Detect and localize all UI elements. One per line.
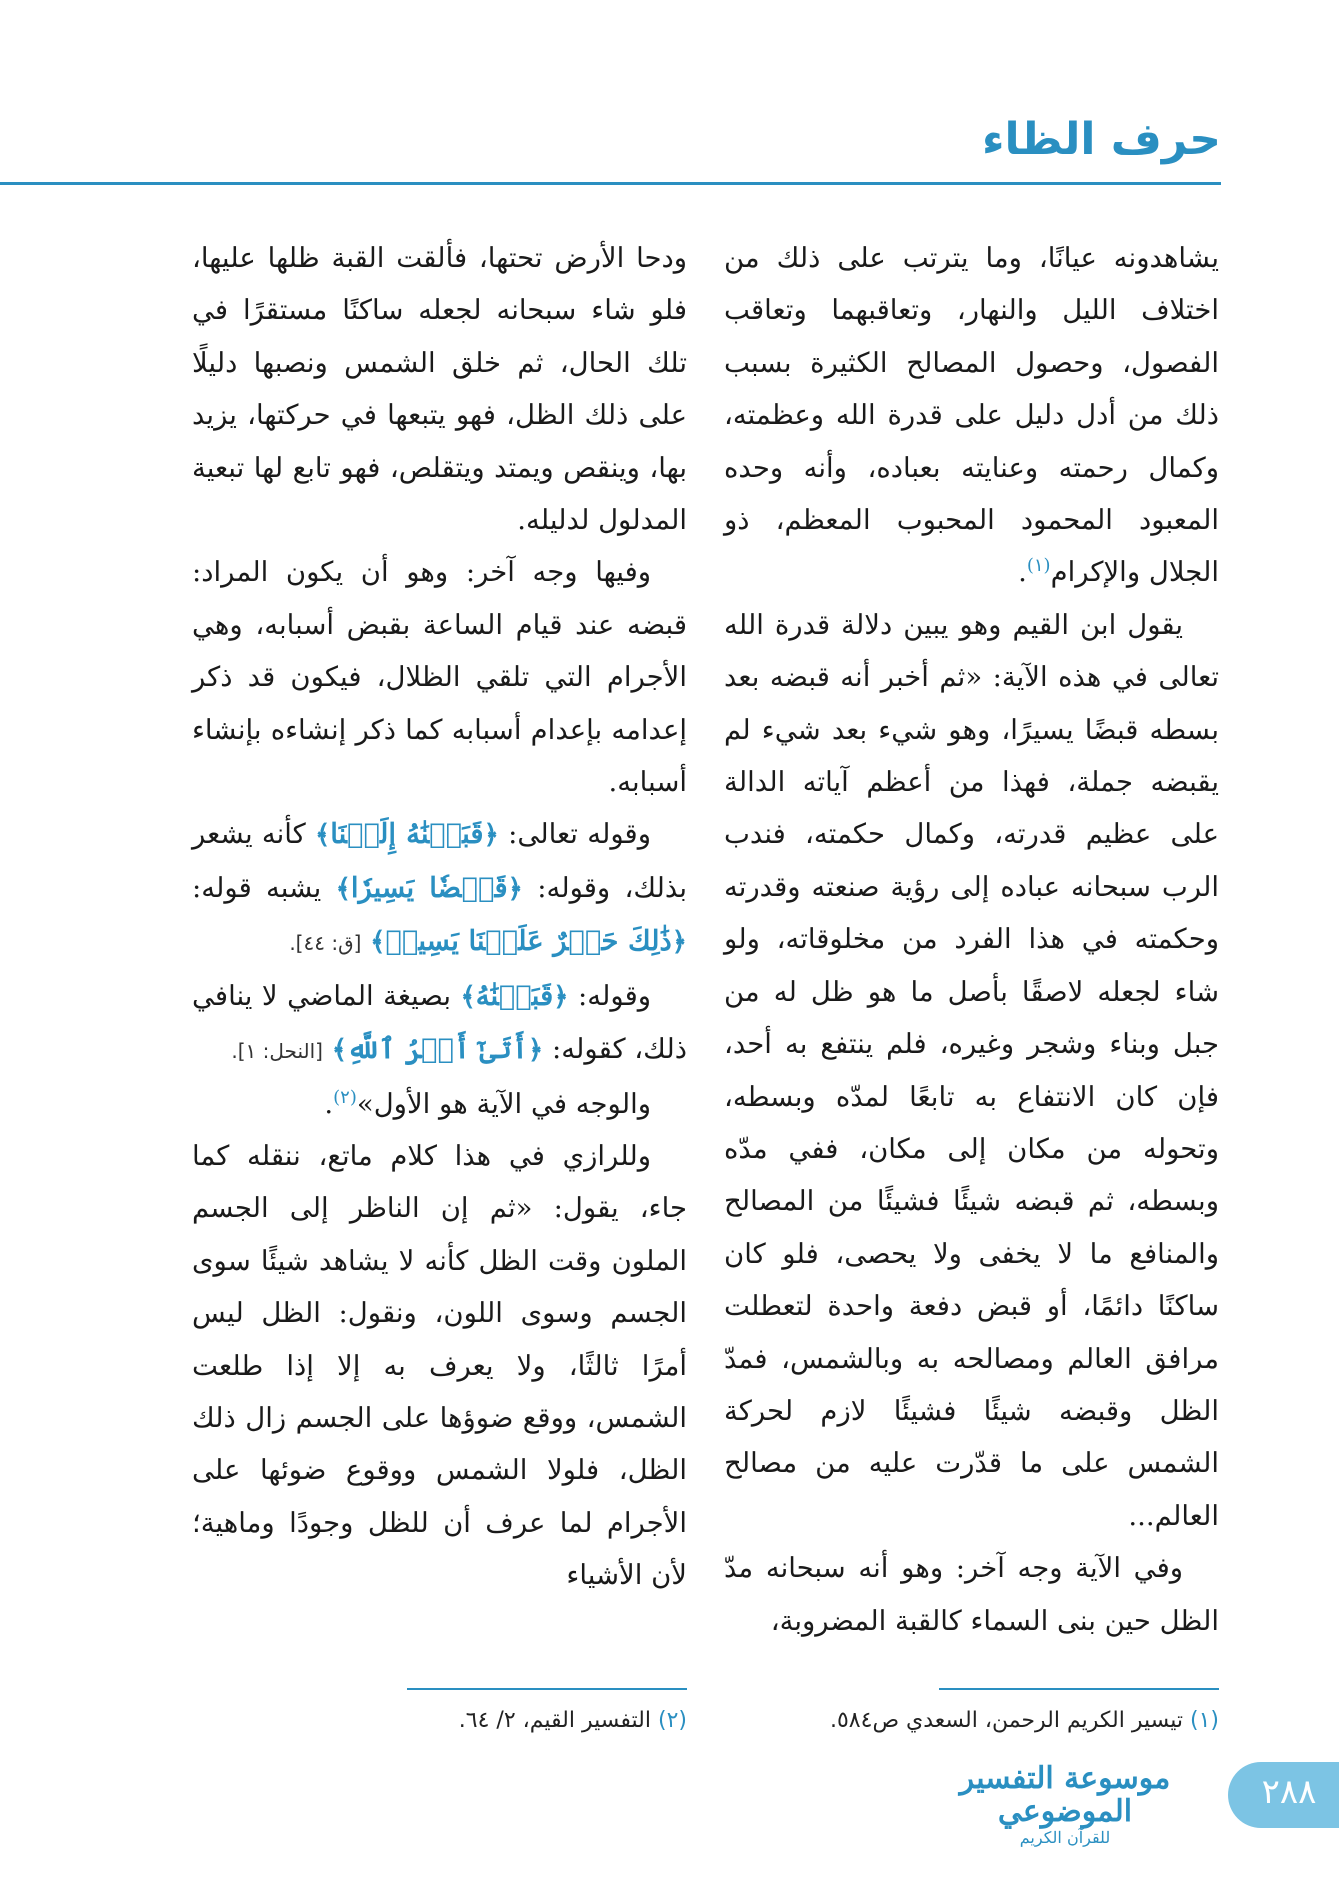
- footnote-text: التفسير القيم، ٢/ ٦٤.: [458, 1708, 651, 1733]
- footnote-rule: [939, 1688, 1219, 1690]
- footnote-ref[interactable]: (٢): [333, 1086, 357, 1108]
- paragraph-text: يشاهدونه عيانًا، وما يترتب على ذلك من اختلاف الليل والنهار، وتعاقبهما وتعاقب الفصول، وحصول المصالح الكثيرة بسبب ذلك من أدل دليل على قدرة الله وعظمته، وكمال رحمته وعنايته بعباده، وأنه وحده المعبود المحمود المحبوب المعظم، ذو الجلال والإكرام: [724, 242, 1219, 589]
- surah-reference: [النحل: ١].: [231, 1039, 323, 1064]
- ayah-text: قَبَضۡنَٰهُ: [475, 979, 554, 1012]
- ayah-quote: [336, 872, 523, 904]
- ayah-open-ornament: ﴿: [527, 1035, 544, 1066]
- paragraph: وفي الآية وجه آخر: وهو أنه سبحانه مدّ الظل حين بنى السماء كالقبة المضروبة،: [724, 1552, 1219, 1637]
- paragraph: وفيها وجه آخر: وهو أن يكون المراد: قبضه عند قيام الساعة بقبض أسبابه، وهي الأجرام التي تلقي الظلال، فيكون قد ذكر إعدامه بإعدام أسبابه كما ذكر إنشاءه بإنشاء أسبابه.: [192, 556, 687, 799]
- paragraph: يقول ابن القيم وهو يبين دلالة قدرة الله تعالى في هذه الآية: «ثم أخبر أنه قبضه بعد بسطه قبضًا يسيرًا، وهو شيء بعد شيء لم يقبضه جملة، فهذا من أعظم آياته الدالة على عظيم قدرته، وكمال حكمته، فندب الرب سبحانه عباده إلى رؤية صنعته وقدرته وحكمته في هذا الفرد من مخلوقاته، ولو شاء لجعله لاصقًا بأصل ما هو ظل له من جبل وبناء وشجر وغيره، فلم ينتفع به أحد، فإن كان الانتفاع به تابعًا لمدّه وبسطه، وتحوله من مكان إلى مكان، ففي مدّه وبسطه، ثم قبضه شيئًا فشيئًا من المصالح والمنافع ما لا يخفى ولا يحصى، فلو كان ساكنًا دائمًا، أو قبض دفعة واحدة لتعطلت مرافق العالم ومصالحه به وبالشمس، فمدّ الظل وقبضه شيئًا فشيئًا لازم لحركة الشمس على ما قدّرت عليه من مصالح العالم...: [724, 608, 1219, 1532]
- ayah-open-ornament: ﴿: [483, 820, 499, 851]
- ayah-text: أَتَىٰٓ أَمۡرُ ٱللَّهِ: [346, 1033, 528, 1066]
- paragraph-tail: .: [324, 1087, 334, 1120]
- ayah-open-ornament: ﴿: [553, 981, 569, 1012]
- paragraph: ودحا الأرض تحتها، فألقت القبة ظلها عليها، فلو شاء سبحانه لجعله ساكنًا مستقرًا في تلك الحال، ثم خلق الشمس ونصبها دليلًا على ذلك الظل، فهو يتبعها في حركتها، يزيد بها، وينقص ويمتد ويتقلص، فهو تابع لها تبعية المدلول لدليله.: [192, 242, 687, 537]
- ayah-text: ذَٰلِكَ حَشۡرٌ عَلَيۡنَا يَسِيرٞ: [385, 925, 672, 958]
- chapter-title: حرف الظاء: [982, 114, 1221, 165]
- right-column: [724, 232, 1219, 1647]
- surah-reference: [ق: ٤٤].: [289, 931, 362, 956]
- ayah-quote: [315, 818, 499, 850]
- footnote-number: (١): [1189, 1708, 1219, 1733]
- paragraph-text: والوجه في الآية هو الأول»: [356, 1087, 651, 1120]
- paragraph: [192, 1078, 687, 1130]
- ayah-open-ornament: ﴿: [507, 873, 523, 904]
- footnote-text: تيسير الكريم الرحمن، السعدي ص٥٨٤.: [829, 1708, 1183, 1733]
- ayah-quote: [370, 925, 687, 957]
- footnote-rule: [407, 1688, 687, 1690]
- footnote: [192, 1708, 687, 1733]
- paragraph-text: كأنه يشعر بذلك، وقوله:: [192, 818, 688, 904]
- paragraph: وللرازي في هذا كلام ماتع، ننقله كما جاء، يقول: «ثم إن الناظر إلى الجسم الملون وقت الظل كأنه لا يشاهد شيئًا سوى الجسم وسوى اللون، ونقول: الظل ليس أمرًا ثالثًا، ولا يعرف به إلا إذا طلعت الشمس، ووقع ضوؤها على الجسم زال ذلك الظل، فلولا الشمس ووقوع ضوئها على الأجرام لما عرف أن للظل وجودًا وماهية؛ لأن الأشياء: [192, 1139, 687, 1592]
- logo-subtitle: للقرآن الكريم: [1019, 1828, 1111, 1847]
- ayah-quote: [461, 980, 569, 1012]
- ayah-open-ornament: ﴿: [671, 927, 687, 958]
- paragraph-text: وقوله تعالى:: [508, 818, 651, 851]
- ayah-close-ornament: ﴾: [335, 873, 351, 904]
- encyclopedia-logo: [920, 1762, 1210, 1847]
- paragraph: [724, 232, 1219, 599]
- ayah-text: قَبۡضٗا يَسِيرٗا: [350, 871, 508, 904]
- ayah-close-ornament: ﴾: [315, 820, 331, 851]
- ayah-quote: [332, 1033, 544, 1065]
- paragraph-quran: [192, 808, 687, 969]
- header-rule: [0, 182, 1221, 185]
- page-number: ٢٨٨: [1261, 1772, 1317, 1812]
- footnote-ref[interactable]: (١): [1026, 555, 1051, 577]
- ayah-close-ornament: ﴾: [460, 981, 476, 1012]
- logo-title: موسوعة التفسير الموضوعي: [959, 1761, 1171, 1829]
- footnote: [724, 1708, 1219, 1733]
- left-column: [192, 232, 687, 1602]
- footnote-number: (٢): [657, 1708, 687, 1733]
- paragraph-tail: .: [1018, 556, 1027, 589]
- paragraph-text: بصيغة الماضي لا ينافي ذلك، كقوله:: [192, 979, 687, 1066]
- paragraph-text: يشبه قوله:: [192, 871, 322, 904]
- paragraph-quran: [192, 970, 687, 1078]
- paragraph-text: وقوله:: [577, 979, 652, 1012]
- ayah-close-ornament: ﴾: [331, 1035, 347, 1066]
- ayah-close-ornament: ﴾: [370, 927, 386, 958]
- ayah-text: قَبَضۡنَٰهُ إِلَيۡنَا: [330, 818, 484, 851]
